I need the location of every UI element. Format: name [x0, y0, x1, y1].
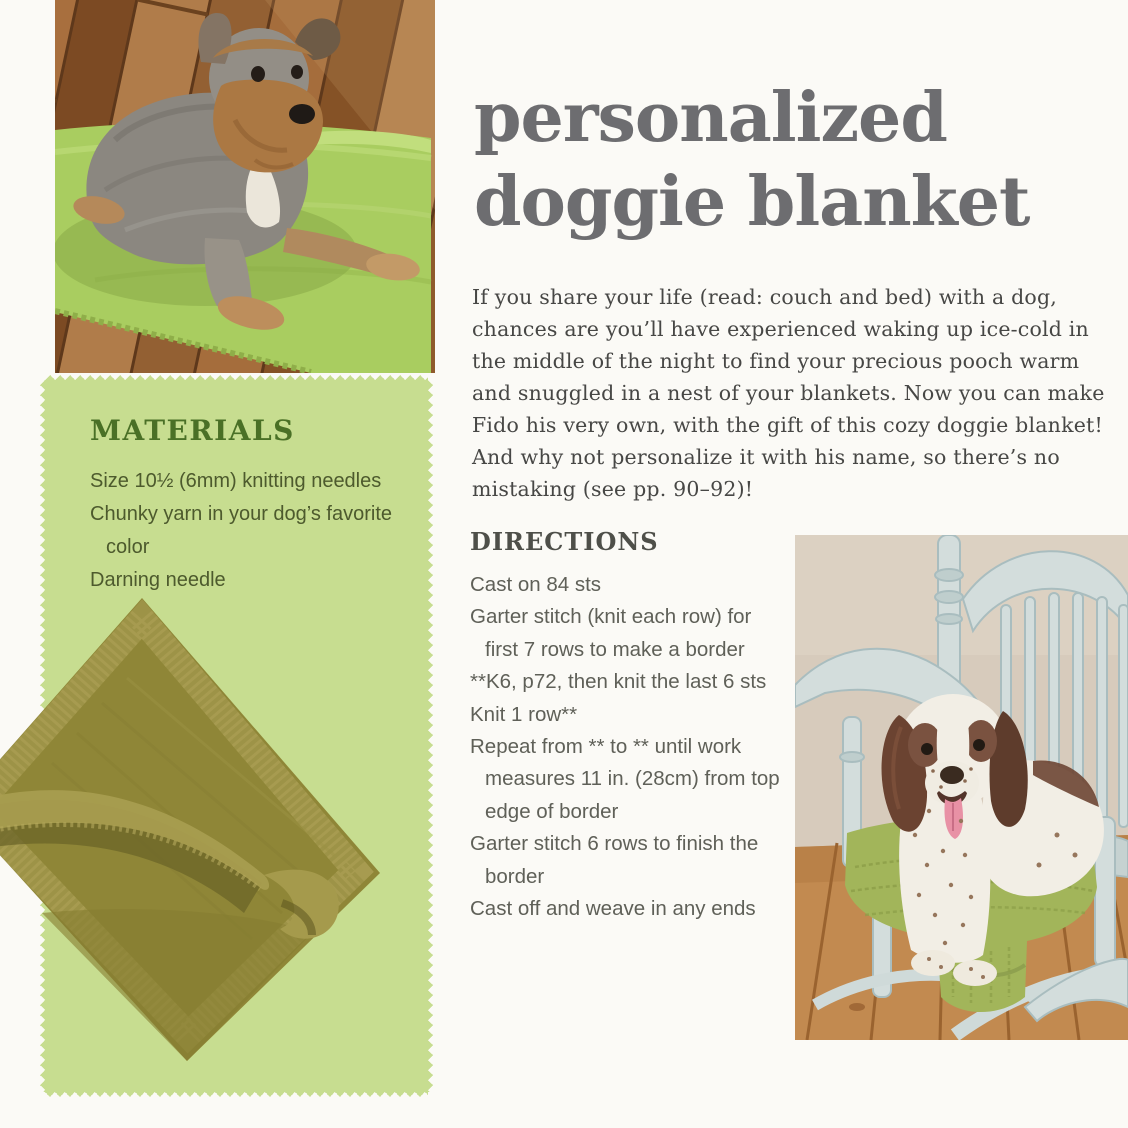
materials-line: Darning needle: [90, 569, 226, 591]
materials-line: Chunky yarn in your dog’s favorite: [90, 503, 393, 525]
directions-line: **K6, p72, then knit the last 6 sts: [470, 670, 767, 694]
directions-section: [470, 527, 850, 925]
intro-line: mistaking (see pp. 90–92)!: [472, 476, 754, 501]
intro-line: And why not personalize it with his name, so there’s no: [472, 444, 1060, 469]
directions-line: border: [485, 864, 545, 888]
materials-line: Size 10½ (6mm) knitting needles: [90, 470, 382, 492]
intro-line: Fido his very own, with the gift of this cozy doggie blanket!: [472, 412, 1103, 437]
directions-line: Garter stitch 6 rows to finish the: [470, 832, 759, 856]
stamp-edge-right: [428, 380, 433, 1092]
materials-heading: MATERIALS: [90, 414, 295, 447]
terrier-photo: [55, 0, 435, 373]
directions-list: [470, 569, 850, 925]
intro-line: the middle of the night to find your precious pooch warm: [472, 348, 1080, 373]
title-line: personalized: [474, 78, 947, 158]
directions-line: Knit 1 row**: [470, 702, 578, 726]
materials-line: color: [106, 536, 150, 558]
olive-blanket: [0, 598, 380, 1061]
intro-paragraph: [472, 281, 1105, 505]
intro-line: and snuggled in a nest of your blankets. Now you can make: [472, 380, 1105, 405]
terrier-photo-illustration: [55, 0, 435, 373]
directions-heading: DIRECTIONS: [470, 527, 659, 556]
directions-line: Garter stitch (knit each row) for: [470, 605, 752, 629]
page-title: [474, 76, 1029, 244]
spaniel-photo-illustration: [795, 535, 1128, 1040]
title-line: doggie blanket: [474, 162, 1030, 242]
directions-line: Repeat from ** to ** until work: [470, 735, 742, 759]
intro-line: If you share your life (read: couch and bed) with a dog,: [472, 284, 1058, 309]
folded-blanket-illustration: [0, 583, 394, 1077]
materials-list: [90, 465, 414, 597]
directions-line: Cast on 84 sts: [470, 573, 602, 596]
intro-line: chances are you’ll have experienced waking up ice-cold in: [472, 316, 1089, 341]
directions-line: first 7 rows to make a border: [485, 637, 745, 661]
spaniel-photo: [795, 535, 1128, 1040]
directions-line: measures 11 in. (28cm) from top: [485, 767, 780, 791]
directions-line: edge of border: [485, 799, 619, 823]
directions-line: Cast off and weave in any ends: [470, 897, 756, 921]
folded-blanket-photo: [0, 583, 394, 1077]
